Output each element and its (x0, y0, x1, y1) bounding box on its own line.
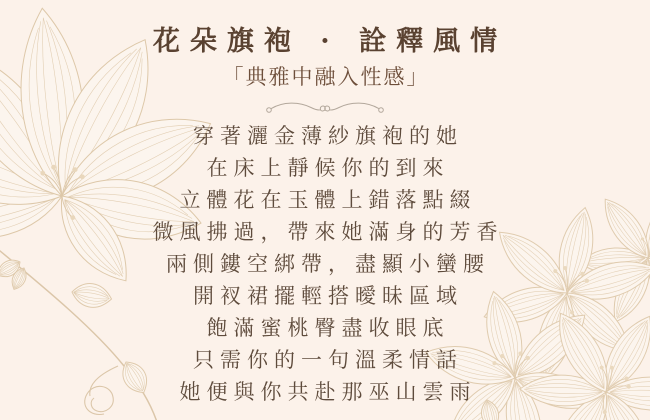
swirl-flourish-icon (265, 100, 385, 116)
page-subtitle: 「典雅中融入性感」 (222, 65, 430, 89)
poem-line: 在床上靜候你的到來 (206, 156, 450, 180)
poem-line: 她便與你共赴那巫山雲雨 (179, 380, 477, 404)
poem-line: 開衩裙擺輕搭曖昧區域 (193, 284, 463, 308)
poem-line: 穿著灑金薄紗旗袍的她 (193, 124, 463, 148)
poem-line: 立體花在玉體上錯落點綴 (179, 188, 477, 212)
poem-line: 只需你的一句溫柔情話 (193, 348, 463, 372)
poem-line: 飽滿蜜桃臀盡收眼底 (206, 316, 450, 340)
poem-line: 微風拂過，帶來她滿身的芳香 (152, 220, 504, 244)
poem-body (0, 120, 650, 408)
poem-line: 兩側鏤空綁帶，盡顯小蠻腰 (166, 252, 490, 276)
page-title: 花朵旗袍 · 詮釋風情 (152, 26, 508, 57)
